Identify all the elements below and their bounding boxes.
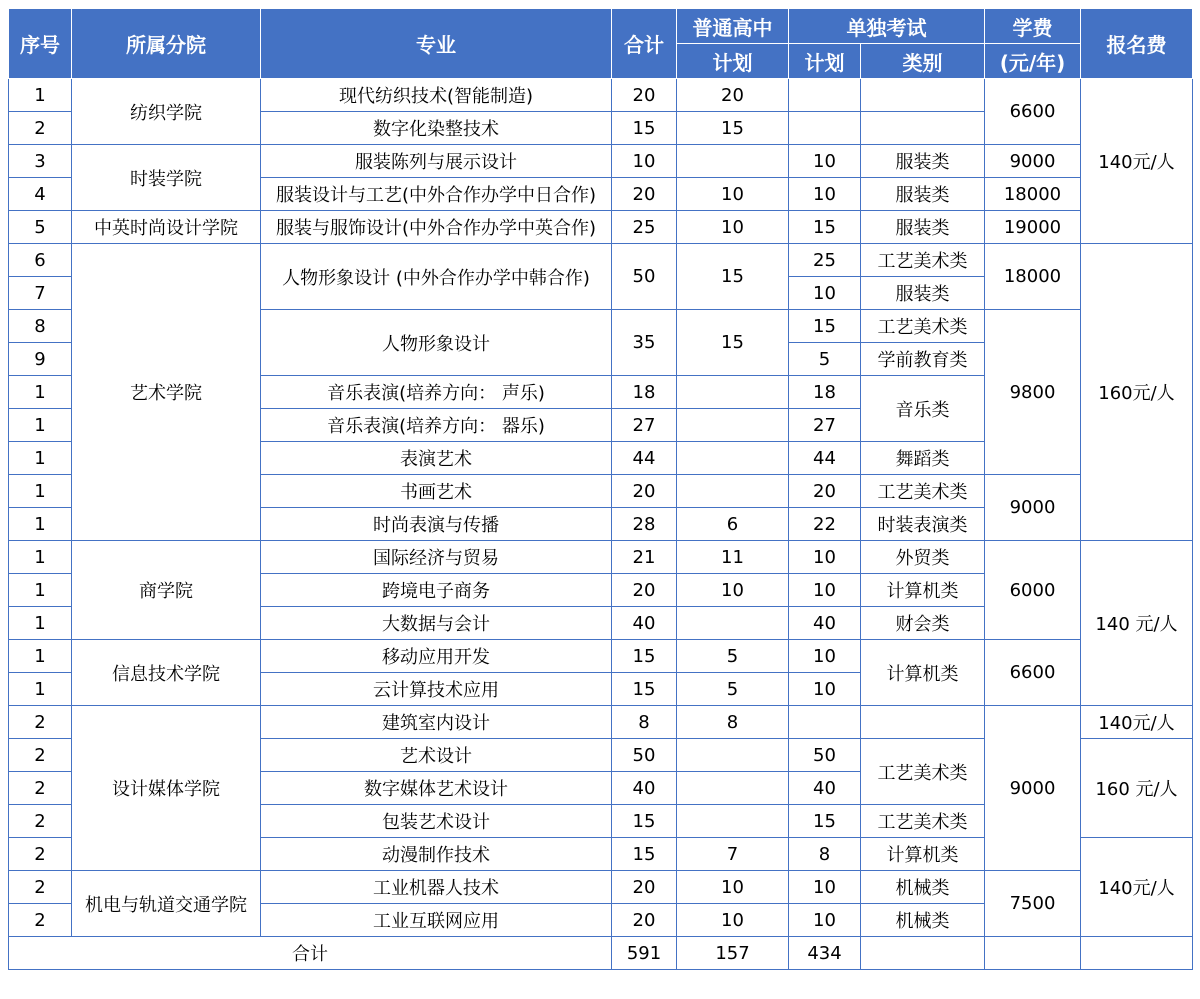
total-cell: 20 bbox=[612, 475, 677, 508]
table-row bbox=[9, 871, 1193, 904]
seq-cell: 2 bbox=[9, 838, 72, 871]
general-plan-cell: 8 bbox=[677, 706, 789, 739]
general-plan-cell: 15 bbox=[677, 112, 789, 145]
single-plan-cell: 5 bbox=[789, 343, 861, 376]
general-plan-cell: 10 bbox=[677, 871, 789, 904]
category-cell bbox=[861, 112, 985, 145]
category-cell: 服装类 bbox=[861, 178, 985, 211]
major-cell: 建筑室内设计 bbox=[261, 706, 612, 739]
major-cell: 人物形象设计 (中外合作办学中韩合作) bbox=[261, 244, 612, 310]
general-plan-cell bbox=[677, 409, 789, 442]
category-cell: 舞蹈类 bbox=[861, 442, 985, 475]
tuition-cell: 9800 bbox=[985, 310, 1081, 475]
single-plan-cell: 10 bbox=[789, 541, 861, 574]
grand-total-cell: 591 bbox=[612, 937, 677, 970]
total-cell: 15 bbox=[612, 640, 677, 673]
category-cell: 计算机类 bbox=[861, 640, 985, 706]
general-plan-cell: 6 bbox=[677, 508, 789, 541]
major-cell: 大数据与会计 bbox=[261, 607, 612, 640]
total-cell: 21 bbox=[612, 541, 677, 574]
category-cell: 工艺美术类 bbox=[861, 805, 985, 838]
college-cell: 时装学院 bbox=[72, 145, 261, 211]
category-cell bbox=[861, 706, 985, 739]
app-fee-cell: 160元/人 bbox=[1081, 244, 1193, 541]
category-cell: 外贸类 bbox=[861, 541, 985, 574]
category-cell: 计算机类 bbox=[861, 574, 985, 607]
general-plan-cell: 11 bbox=[677, 541, 789, 574]
category-cell: 机械类 bbox=[861, 904, 985, 937]
college-cell: 商学院 bbox=[72, 541, 261, 640]
tuition-cell: 6000 bbox=[985, 541, 1081, 640]
category-cell: 服装类 bbox=[861, 145, 985, 178]
single-plan-cell: 15 bbox=[789, 805, 861, 838]
tuition-cell: 9000 bbox=[985, 706, 1081, 871]
general-plan-cell bbox=[677, 376, 789, 409]
header-single-plan: 计划 bbox=[789, 44, 861, 79]
total-label: 合计 bbox=[9, 937, 612, 970]
general-plan-cell: 10 bbox=[677, 178, 789, 211]
app-fee-cell: 160 元/人 bbox=[1081, 739, 1193, 838]
major-cell: 云计算技术应用 bbox=[261, 673, 612, 706]
single-plan-cell: 10 bbox=[789, 277, 861, 310]
college-cell: 中英时尚设计学院 bbox=[72, 211, 261, 244]
total-cell: 44 bbox=[612, 442, 677, 475]
category-cell: 学前教育类 bbox=[861, 343, 985, 376]
general-plan-cell: 10 bbox=[677, 211, 789, 244]
seq-cell: 1 bbox=[9, 475, 72, 508]
single-plan-cell: 40 bbox=[789, 607, 861, 640]
seq-cell: 2 bbox=[9, 112, 72, 145]
single-plan-cell: 10 bbox=[789, 904, 861, 937]
general-plan-cell: 10 bbox=[677, 904, 789, 937]
single-plan-cell: 10 bbox=[789, 871, 861, 904]
single-plan-cell: 10 bbox=[789, 145, 861, 178]
general-plan-cell: 5 bbox=[677, 673, 789, 706]
general-plan-cell bbox=[677, 739, 789, 772]
total-cell: 35 bbox=[612, 310, 677, 376]
enrollment-plan-table bbox=[8, 8, 1193, 970]
grand-single-plan-cell: 434 bbox=[789, 937, 861, 970]
category-cell: 财会类 bbox=[861, 607, 985, 640]
category-cell: 工艺美术类 bbox=[861, 475, 985, 508]
app-fee-cell: 140元/人 bbox=[1081, 79, 1193, 244]
major-cell: 音乐表演(培养方向： 声乐) bbox=[261, 376, 612, 409]
single-plan-cell: 18 bbox=[789, 376, 861, 409]
tuition-cell: 9000 bbox=[985, 145, 1081, 178]
empty-cell bbox=[861, 937, 985, 970]
tuition-cell: 18000 bbox=[985, 178, 1081, 211]
tuition-cell: 6600 bbox=[985, 640, 1081, 706]
app-fee-cell: 140元/人 bbox=[1081, 706, 1193, 739]
single-plan-cell: 22 bbox=[789, 508, 861, 541]
total-cell: 50 bbox=[612, 244, 677, 310]
single-plan-cell: 25 bbox=[789, 244, 861, 277]
seq-cell: 2 bbox=[9, 904, 72, 937]
enrollment-plan-table-container bbox=[8, 8, 1193, 970]
major-cell: 国际经济与贸易 bbox=[261, 541, 612, 574]
total-cell: 8 bbox=[612, 706, 677, 739]
seq-cell: 1 bbox=[9, 442, 72, 475]
total-cell: 27 bbox=[612, 409, 677, 442]
category-cell: 服装类 bbox=[861, 277, 985, 310]
seq-cell: 2 bbox=[9, 772, 72, 805]
college-cell: 艺术学院 bbox=[72, 244, 261, 541]
total-cell: 15 bbox=[612, 673, 677, 706]
app-fee-cell: 140 元/人 bbox=[1081, 541, 1193, 706]
single-plan-cell: 27 bbox=[789, 409, 861, 442]
major-cell: 包装艺术设计 bbox=[261, 805, 612, 838]
table-row bbox=[9, 244, 1193, 277]
total-cell: 15 bbox=[612, 838, 677, 871]
category-cell: 时装表演类 bbox=[861, 508, 985, 541]
header-tuition: 学费 bbox=[985, 9, 1081, 44]
total-cell: 25 bbox=[612, 211, 677, 244]
general-plan-cell bbox=[677, 442, 789, 475]
major-cell: 人物形象设计 bbox=[261, 310, 612, 376]
seq-cell: 1 bbox=[9, 508, 72, 541]
general-plan-cell: 7 bbox=[677, 838, 789, 871]
tuition-cell: 7500 bbox=[985, 871, 1081, 937]
single-plan-cell: 10 bbox=[789, 178, 861, 211]
major-cell: 工业机器人技术 bbox=[261, 871, 612, 904]
total-cell: 15 bbox=[612, 112, 677, 145]
table-header bbox=[9, 9, 1193, 79]
total-cell: 50 bbox=[612, 739, 677, 772]
header-seq: 序号 bbox=[9, 9, 72, 79]
major-cell: 时尚表演与传播 bbox=[261, 508, 612, 541]
seq-cell: 2 bbox=[9, 739, 72, 772]
tuition-cell: 19000 bbox=[985, 211, 1081, 244]
single-plan-cell: 44 bbox=[789, 442, 861, 475]
college-cell: 设计媒体学院 bbox=[72, 706, 261, 871]
seq-cell: 9 bbox=[9, 343, 72, 376]
major-cell: 书画艺术 bbox=[261, 475, 612, 508]
major-cell: 数字化染整技术 bbox=[261, 112, 612, 145]
empty-cell bbox=[985, 937, 1081, 970]
header-tuition-unit: (元/年) bbox=[985, 44, 1081, 79]
single-plan-cell: 50 bbox=[789, 739, 861, 772]
seq-cell: 6 bbox=[9, 244, 72, 277]
major-cell: 现代纺织技术(智能制造) bbox=[261, 79, 612, 112]
single-plan-cell bbox=[789, 79, 861, 112]
category-cell: 工艺美术类 bbox=[861, 739, 985, 805]
general-plan-cell: 15 bbox=[677, 310, 789, 376]
table-body bbox=[9, 79, 1193, 970]
seq-cell: 7 bbox=[9, 277, 72, 310]
header-application-fee: 报名费 bbox=[1081, 9, 1193, 79]
seq-cell: 8 bbox=[9, 310, 72, 343]
general-plan-cell: 5 bbox=[677, 640, 789, 673]
header-college: 所属分院 bbox=[72, 9, 261, 79]
general-plan-cell bbox=[677, 607, 789, 640]
seq-cell: 1 bbox=[9, 574, 72, 607]
tuition-cell: 9000 bbox=[985, 475, 1081, 541]
app-fee-cell: 140元/人 bbox=[1081, 838, 1193, 937]
total-cell: 20 bbox=[612, 871, 677, 904]
tuition-cell: 18000 bbox=[985, 244, 1081, 310]
general-plan-cell bbox=[677, 805, 789, 838]
empty-cell bbox=[1081, 937, 1193, 970]
category-cell bbox=[861, 79, 985, 112]
major-cell: 动漫制作技术 bbox=[261, 838, 612, 871]
seq-cell: 1 bbox=[9, 79, 72, 112]
general-plan-cell bbox=[677, 145, 789, 178]
table-row bbox=[9, 145, 1193, 178]
general-plan-cell bbox=[677, 772, 789, 805]
seq-cell: 1 bbox=[9, 376, 72, 409]
single-plan-cell: 8 bbox=[789, 838, 861, 871]
category-cell: 服装类 bbox=[861, 211, 985, 244]
seq-cell: 3 bbox=[9, 145, 72, 178]
college-cell: 机电与轨道交通学院 bbox=[72, 871, 261, 937]
table-row bbox=[9, 706, 1193, 739]
major-cell: 工业互联网应用 bbox=[261, 904, 612, 937]
total-cell: 10 bbox=[612, 145, 677, 178]
header-general-plan: 计划 bbox=[677, 44, 789, 79]
single-plan-cell: 10 bbox=[789, 574, 861, 607]
total-cell: 20 bbox=[612, 574, 677, 607]
seq-cell: 1 bbox=[9, 607, 72, 640]
seq-cell: 1 bbox=[9, 640, 72, 673]
major-cell: 服装陈列与展示设计 bbox=[261, 145, 612, 178]
major-cell: 服装设计与工艺(中外合作办学中日合作) bbox=[261, 178, 612, 211]
tuition-cell: 6600 bbox=[985, 79, 1081, 145]
total-cell: 20 bbox=[612, 79, 677, 112]
total-cell: 40 bbox=[612, 772, 677, 805]
single-plan-cell: 10 bbox=[789, 673, 861, 706]
total-cell: 28 bbox=[612, 508, 677, 541]
table-row bbox=[9, 211, 1193, 244]
single-plan-cell bbox=[789, 706, 861, 739]
single-plan-cell: 15 bbox=[789, 310, 861, 343]
seq-cell: 1 bbox=[9, 673, 72, 706]
header-single-category: 类别 bbox=[861, 44, 985, 79]
category-cell: 计算机类 bbox=[861, 838, 985, 871]
general-plan-cell: 15 bbox=[677, 244, 789, 310]
table-row bbox=[9, 640, 1193, 673]
general-plan-cell: 20 bbox=[677, 79, 789, 112]
college-cell: 纺织学院 bbox=[72, 79, 261, 145]
seq-cell: 2 bbox=[9, 805, 72, 838]
category-cell: 工艺美术类 bbox=[861, 244, 985, 277]
total-cell: 20 bbox=[612, 178, 677, 211]
category-cell: 机械类 bbox=[861, 871, 985, 904]
general-plan-cell: 10 bbox=[677, 574, 789, 607]
seq-cell: 2 bbox=[9, 706, 72, 739]
single-plan-cell bbox=[789, 112, 861, 145]
seq-cell: 1 bbox=[9, 541, 72, 574]
major-cell: 音乐表演(培养方向： 器乐) bbox=[261, 409, 612, 442]
major-cell: 表演艺术 bbox=[261, 442, 612, 475]
single-plan-cell: 10 bbox=[789, 640, 861, 673]
header-total: 合计 bbox=[612, 9, 677, 79]
major-cell: 跨境电子商务 bbox=[261, 574, 612, 607]
header-general-highschool: 普通高中 bbox=[677, 9, 789, 44]
major-cell: 数字媒体艺术设计 bbox=[261, 772, 612, 805]
header-major: 专业 bbox=[261, 9, 612, 79]
total-cell: 18 bbox=[612, 376, 677, 409]
major-cell: 艺术设计 bbox=[261, 739, 612, 772]
header-single-exam: 单独考试 bbox=[789, 9, 985, 44]
table-row bbox=[9, 541, 1193, 574]
single-plan-cell: 40 bbox=[789, 772, 861, 805]
major-cell: 服装与服饰设计(中外合作办学中英合作) bbox=[261, 211, 612, 244]
total-row bbox=[9, 937, 1193, 970]
seq-cell: 4 bbox=[9, 178, 72, 211]
total-cell: 15 bbox=[612, 805, 677, 838]
total-cell: 40 bbox=[612, 607, 677, 640]
category-cell: 音乐类 bbox=[861, 376, 985, 442]
category-cell: 工艺美术类 bbox=[861, 310, 985, 343]
general-plan-cell bbox=[677, 475, 789, 508]
seq-cell: 5 bbox=[9, 211, 72, 244]
major-cell: 移动应用开发 bbox=[261, 640, 612, 673]
seq-cell: 1 bbox=[9, 409, 72, 442]
single-plan-cell: 15 bbox=[789, 211, 861, 244]
college-cell: 信息技术学院 bbox=[72, 640, 261, 706]
total-cell: 20 bbox=[612, 904, 677, 937]
table-row bbox=[9, 79, 1193, 112]
single-plan-cell: 20 bbox=[789, 475, 861, 508]
grand-general-plan-cell: 157 bbox=[677, 937, 789, 970]
seq-cell: 2 bbox=[9, 871, 72, 904]
